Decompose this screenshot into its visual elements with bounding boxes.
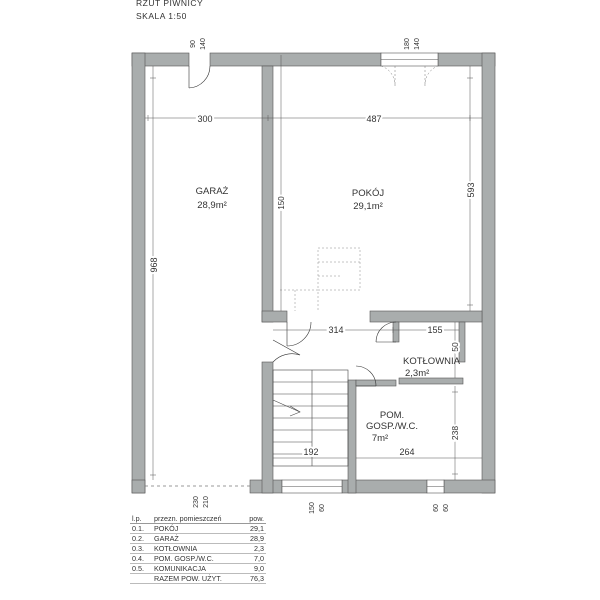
table-row [130, 554, 266, 564]
door-top-window-swing [381, 66, 438, 86]
wall-left [132, 53, 145, 493]
wall-garage-room [262, 66, 273, 322]
dim-garage-width: 300 [197, 114, 213, 124]
boiler-area: 2,3m² [405, 368, 430, 379]
wall-stair-right [348, 380, 356, 493]
dim-room-depth: 593 [466, 182, 476, 198]
row-area: 28,9 [240, 534, 266, 544]
row-area: 29,1 [240, 524, 266, 534]
wall-top-middle [210, 53, 381, 66]
dim-room-width: 487 [366, 114, 382, 124]
row-lp: 0.1. [130, 524, 152, 534]
dim-boiler-width: 155 [427, 325, 443, 335]
wall-bottom-left [132, 480, 145, 493]
utility-name-1: POM. [379, 410, 405, 421]
total-label: RAZEM POW. UŻYT. [152, 574, 240, 584]
header-lp: l.p. [130, 514, 152, 524]
garage-area: 28,9m² [197, 200, 227, 211]
wall-bottom-right [444, 480, 495, 493]
dim-bot-win2-b: 60 [443, 504, 450, 512]
wall-garage-stair [262, 362, 273, 493]
utility-area: 7m² [371, 433, 389, 444]
table-header-row [130, 514, 266, 524]
wall-right [482, 53, 495, 493]
wall-boiler-left [393, 322, 399, 342]
row-lp: 0.2. [130, 534, 152, 544]
table-row [130, 544, 266, 554]
window-bottom-right [427, 480, 444, 493]
dim-stair-width: 192 [303, 447, 319, 457]
dim-door-top-b: 140 [200, 38, 207, 50]
row-name: KOMUNIKACJA [152, 564, 240, 574]
boiler-name: KOTŁOWNIA [403, 356, 461, 367]
wall-room-bottom-left [262, 311, 287, 322]
dim-corridor-width: 314 [328, 325, 344, 335]
row-lp: 0.3. [130, 544, 152, 554]
garage-name: GARAŻ [195, 186, 229, 197]
dim-bot-win1-b: 60 [319, 504, 326, 512]
door-room [287, 322, 311, 346]
row-name: GARAŻ [152, 534, 240, 544]
plan-scale: SKALA 1:50 [136, 11, 187, 21]
row-area: 9,0 [240, 564, 266, 574]
row-name: KOTŁOWNIA [152, 544, 240, 554]
window-bottom-left [282, 480, 342, 493]
table-row [130, 524, 266, 534]
row-name: POKÓJ [152, 524, 240, 534]
dim-gate-a: 230 [193, 496, 200, 508]
dim-win-top-b: 140 [414, 38, 421, 50]
dim-boiler-depth: 50 [450, 342, 460, 352]
header-area: pow. [240, 514, 266, 524]
room-area-table [130, 514, 266, 584]
utility-name-2: GOSP./W.C. [365, 421, 419, 432]
dim-utility-width: 264 [399, 447, 415, 457]
row-area: 2,3 [240, 544, 266, 554]
table-row [130, 564, 266, 574]
row-lp: 0.5. [130, 564, 152, 574]
table-row [130, 534, 266, 544]
dim-door-top-a: 90 [190, 40, 197, 48]
room-name: POKÓJ [351, 188, 385, 199]
table-total-row [130, 574, 266, 584]
dim-garage-depth: 968 [149, 257, 159, 273]
dim-win-top-a: 180 [404, 38, 411, 50]
dim-gate-b: 210 [203, 496, 210, 508]
dim-utility-depth: 238 [450, 425, 460, 441]
header-name: przezn. pomieszczeń [152, 514, 240, 524]
door-garage-top [189, 66, 210, 88]
stairs-upper-dashed [280, 248, 360, 311]
dim-wall-150: 150 [277, 196, 286, 210]
dim-bot-win1-a: 150 [309, 502, 316, 514]
row-name: POM. GOSP./W.C. [152, 554, 240, 564]
plan-title: RZUT PIWNICY [136, 0, 204, 8]
wall-room-bottom-right [370, 311, 482, 322]
row-lp: 0.4. [130, 554, 152, 564]
row-area: 7,0 [240, 554, 266, 564]
room-area: 29,1m² [353, 201, 383, 212]
dim-bot-win2-a: 60 [433, 504, 440, 512]
window-top [381, 53, 438, 66]
dimension-lines [145, 55, 482, 480]
door-garage-side [273, 340, 300, 362]
total-area: 76,3 [240, 574, 266, 584]
